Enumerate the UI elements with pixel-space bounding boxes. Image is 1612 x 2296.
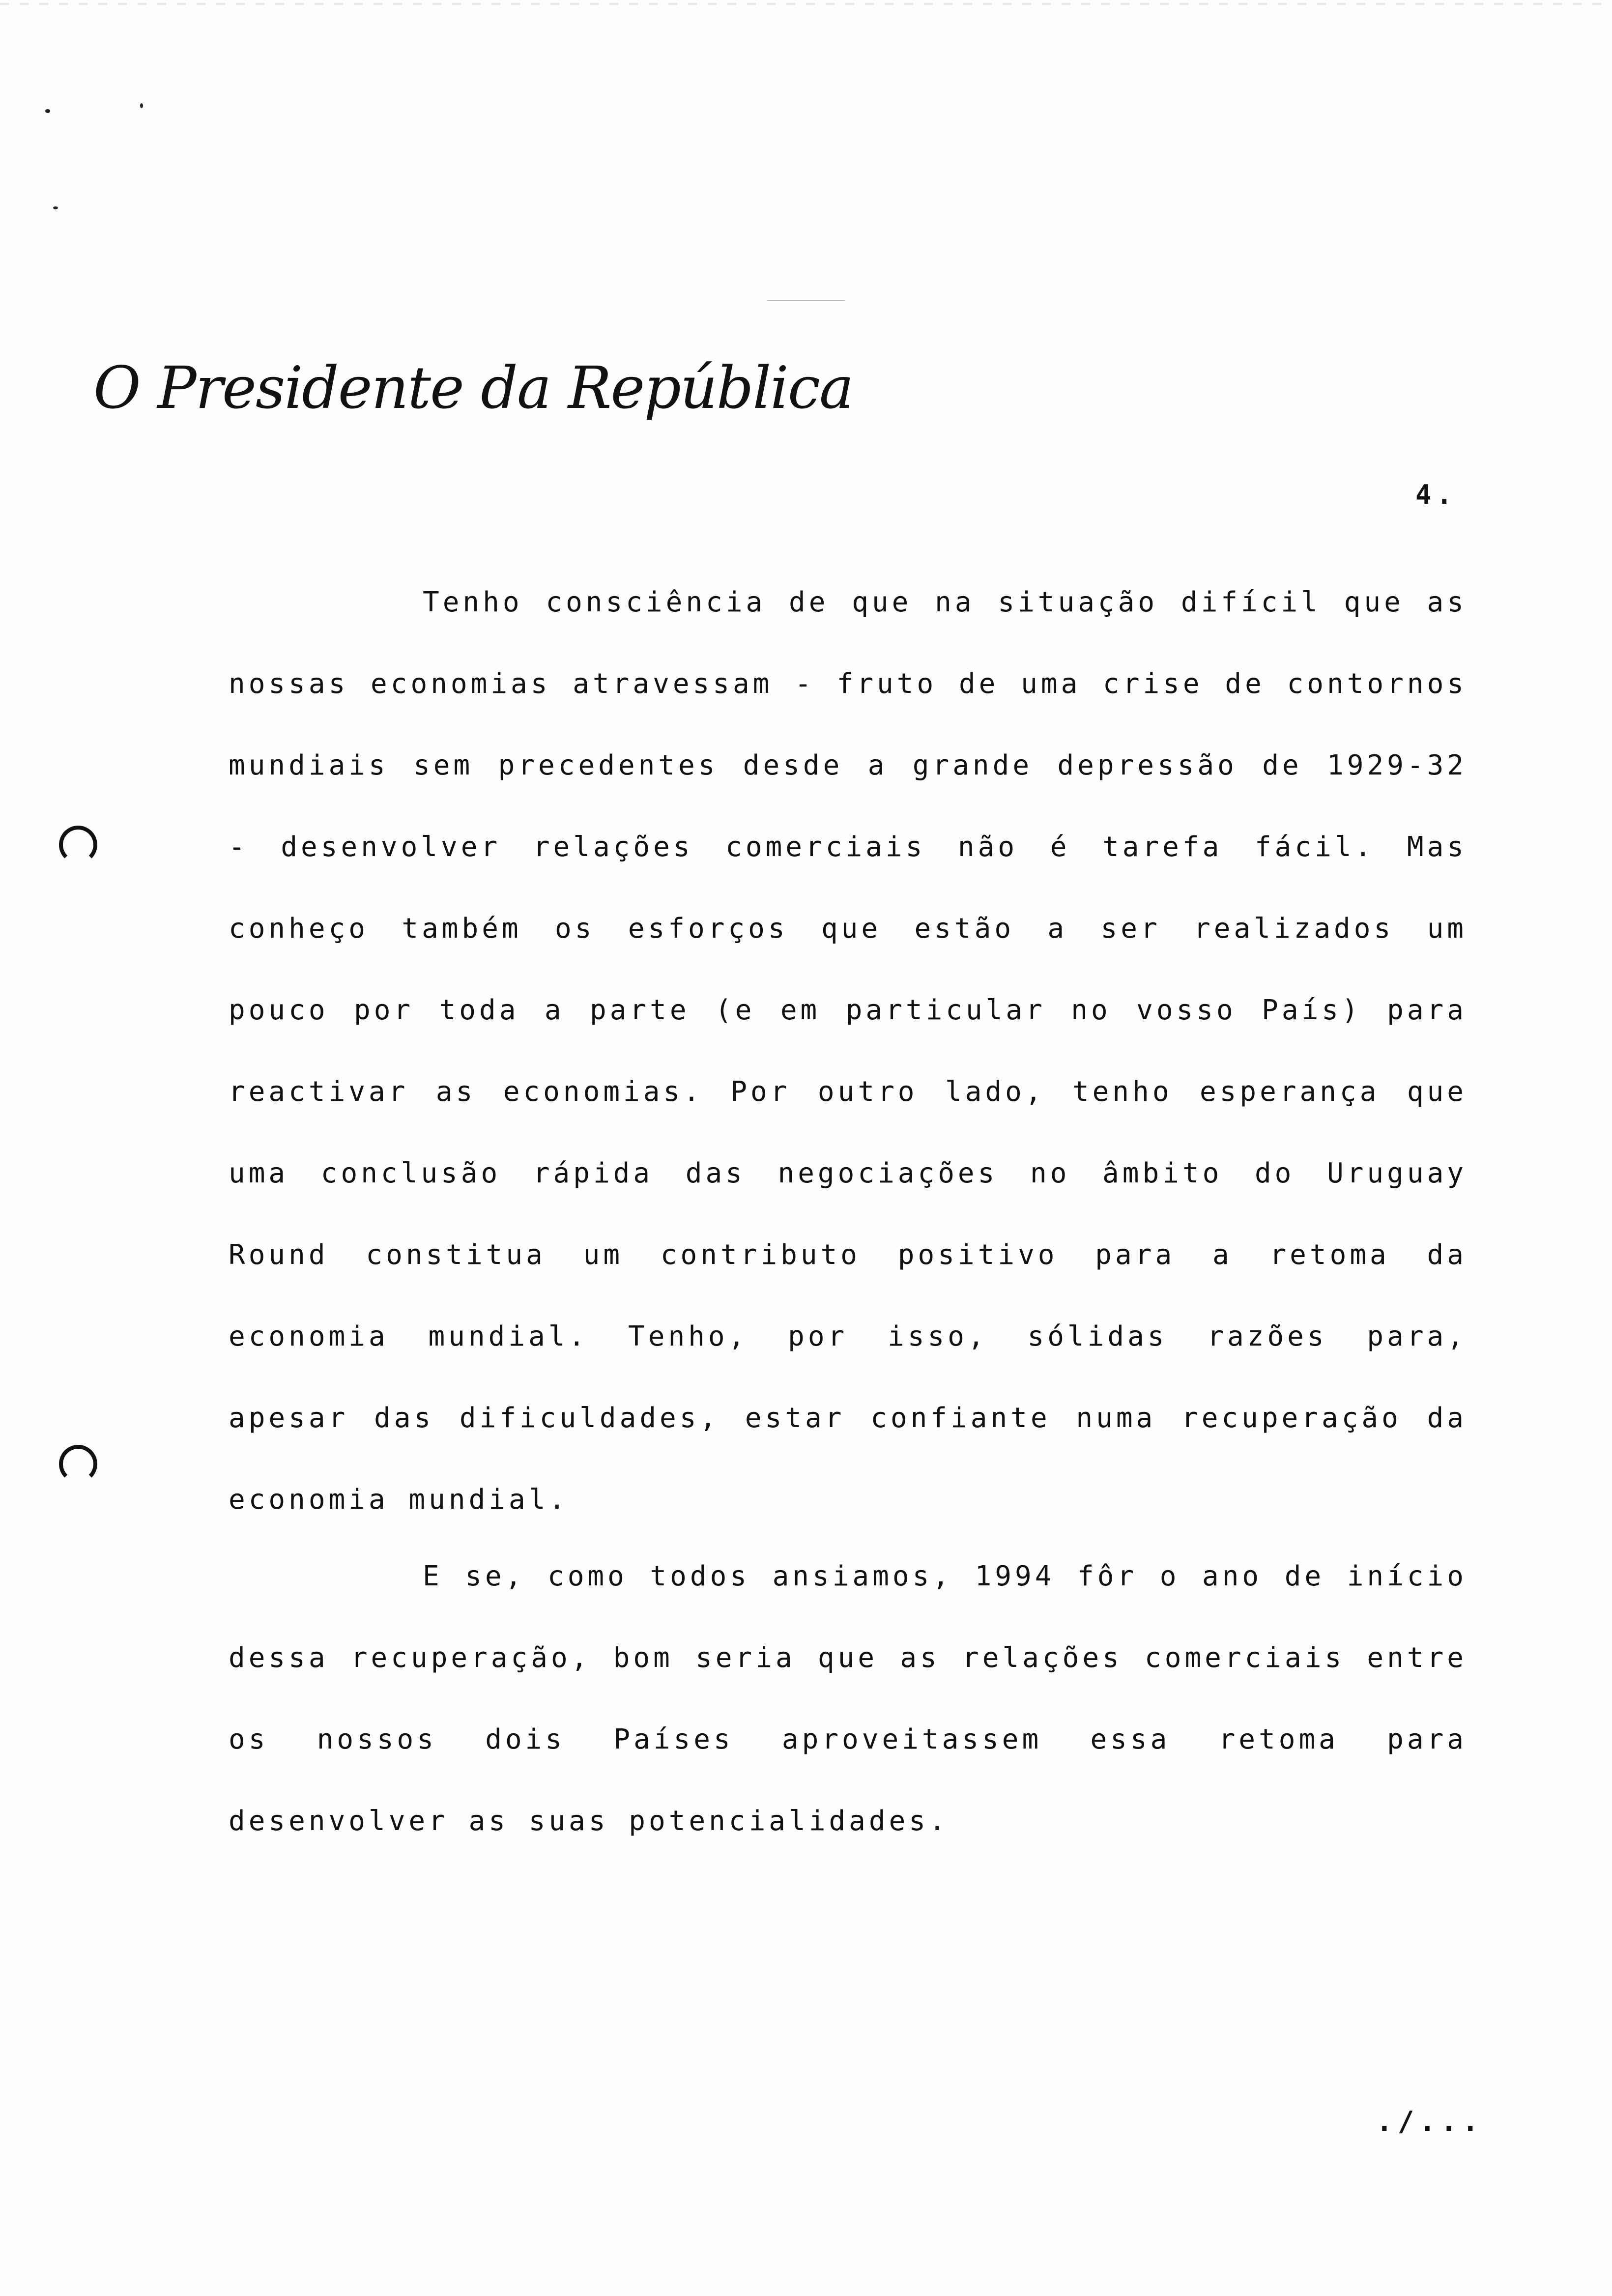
scan-speck	[45, 109, 50, 113]
letterhead-title: O Presidente da República	[93, 354, 853, 422]
punch-hole	[59, 1445, 97, 1483]
paragraph-2: E se, como todos ansiamos, 1994 fôr o ano de início dessa recuperação, bom seria que as relações comerciais entre os nossos dois Países aproveitassem essa retoma para desenvolver as suas potencialidades.	[229, 1560, 1467, 1837]
continuation-mark: ./...	[1376, 2106, 1484, 2138]
paragraph-1: Tenho consciência de que na situação difícil que as nossas economias atravessam - fruto de uma crise de contornos mundiais sem precedentes desde a grande depressão de 1929-32 - desenvolver relações comerciais não é tarefa fácil. Mas conheço também os esforços que estão a ser realizados um pouco por toda a parte (e em particular no vosso País) para reactivar as economias. Por outro lado, tenho esperança que uma conclusão rápida das negociações no âmbito do Uruguay Round constitua um contributo positivo para a retoma da economia mundial. Tenho, por isso, sólidas razões para, apesar das dificuldades, estar confiante numa recuperação da economia mundial.	[229, 586, 1467, 1516]
scan-edge	[0, 3, 1612, 5]
scan-speck	[767, 300, 845, 301]
scan-speck	[140, 103, 143, 108]
scan-speck	[53, 206, 58, 209]
punch-hole	[59, 826, 97, 864]
page-number: 4.	[1415, 479, 1458, 510]
